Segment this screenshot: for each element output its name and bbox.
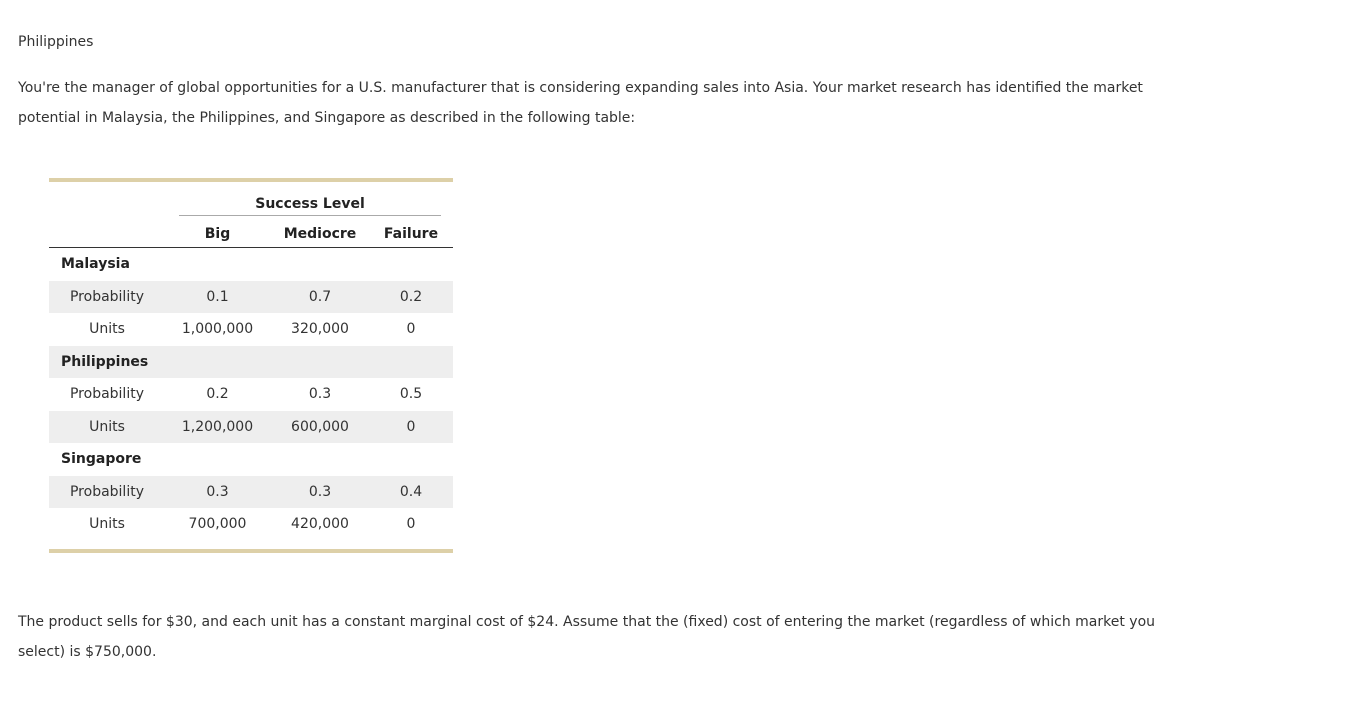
table-row — [49, 281, 453, 314]
column-headers — [49, 224, 453, 248]
cell-big: 700,000 — [188, 516, 247, 532]
table-row — [49, 411, 453, 444]
cell-big: 0.1 — [206, 288, 229, 305]
row-label: Probability — [69, 288, 144, 305]
market-potential-table — [49, 178, 453, 553]
cell-big: 0.3 — [206, 483, 229, 500]
col-header-mediocre: Mediocre — [283, 226, 357, 242]
success-level-header: Success Level — [179, 196, 441, 216]
table-row — [49, 313, 453, 346]
cell-mediocre: 0.7 — [308, 288, 332, 305]
cell-mediocre: 600,000 — [291, 418, 349, 435]
group-row-singapore — [49, 443, 453, 476]
table-row — [49, 476, 453, 509]
row-label: Probability — [69, 483, 144, 500]
group-row-philippines — [49, 346, 453, 379]
cell-mediocre: 320,000 — [291, 321, 349, 337]
group-label: Malaysia — [61, 256, 130, 272]
cell-failure: 0.4 — [399, 483, 423, 500]
row-label: Units — [89, 418, 125, 435]
cell-failure: 0.2 — [399, 288, 423, 305]
cell-failure: 0 — [406, 321, 416, 337]
group-label: Singapore — [61, 451, 142, 467]
cell-mediocre: 0.3 — [308, 386, 332, 402]
cell-mediocre: 0.3 — [308, 483, 332, 500]
outro-paragraph: The product sells for $30, and each unit has a constant marginal cost of $24. Assume that the (fixed) cost of entering the market (regardless of which market you select) is $750,000. — [18, 614, 1156, 660]
cell-big: 1,200,000 — [181, 418, 254, 435]
cell-big: 1,000,000 — [181, 321, 254, 337]
col-header-big: Big — [204, 226, 231, 242]
table-header — [49, 182, 453, 248]
group-row-malaysia — [49, 248, 453, 281]
row-label: Probability — [69, 386, 144, 402]
cell-big: 0.2 — [206, 386, 229, 402]
intro-paragraph: You're the manager of global opportunities for a U.S. manufacturer that is considering expanding sales into Asia. Your market research has identified the market potential in Malaysia, the Philippines, and Singapore as described in the following table: — [18, 80, 1143, 126]
col-header-failure: Failure — [383, 226, 439, 242]
cell-mediocre: 420,000 — [291, 516, 349, 532]
row-label: Units — [89, 516, 125, 532]
cell-failure: 0.5 — [399, 386, 423, 402]
table-row — [49, 508, 453, 541]
group-label: Philippines — [61, 353, 149, 370]
page-heading: Philippines — [18, 34, 94, 50]
cell-failure: 0 — [406, 418, 416, 435]
cell-failure: 0 — [406, 516, 416, 532]
table-row — [49, 378, 453, 411]
table-bottom-rule — [49, 549, 453, 553]
row-label: Units — [89, 321, 125, 337]
